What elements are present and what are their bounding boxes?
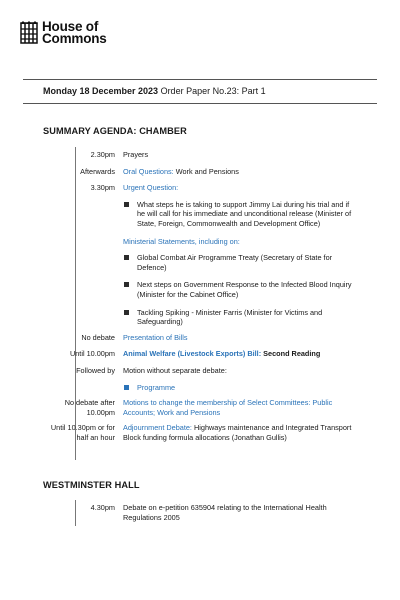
oral-questions-link[interactable]: Oral Questions: (123, 166, 174, 176)
agenda-row (43, 278, 353, 299)
row-time: No debate after 10.00pm (64, 398, 115, 417)
bullet-icon (124, 385, 129, 390)
row-time: Followed by (76, 365, 115, 375)
chamber-agenda (43, 150, 353, 442)
agenda-row (43, 198, 353, 229)
agenda-row (43, 251, 353, 272)
agenda-row (43, 150, 353, 160)
presentation-of-bills-link[interactable]: Presentation of Bills (123, 332, 188, 342)
row-time: 4.30pm (90, 503, 115, 512)
row-time: 2.30pm (90, 150, 115, 159)
bullet-icon (124, 310, 129, 315)
select-committees-link[interactable]: Motions to change the membership of Select Committees: Public Accounts; Work and Pensions (123, 398, 333, 417)
agenda-row (43, 167, 353, 177)
order-paper-number: Order Paper No.23: Part 1 (158, 86, 266, 96)
urgent-question-link[interactable]: Urgent Question: (123, 183, 179, 193)
agenda-row (43, 237, 353, 247)
agenda-row (43, 183, 353, 193)
row-text: Debate on e-petition 635904 relating to the International Health Regulations 2005 (123, 503, 327, 522)
chamber-section-title: SUMMARY AGENDA: CHAMBER (43, 126, 187, 136)
bullet-icon (124, 202, 129, 207)
header-bottom-rule (23, 103, 377, 104)
row-time: Until 10.30pm or for half an hour (50, 423, 115, 442)
programme-link[interactable]: Programme (137, 382, 176, 392)
ministerial-statements-link[interactable]: Ministerial Statements, including on: (123, 236, 240, 246)
logo-text (42, 21, 107, 45)
row-text: Highways maintenance and Integrated Transport Block funding formula allocations (Jonathan Gullis) (123, 423, 352, 442)
agenda-row (43, 333, 353, 343)
bullet-icon (124, 282, 129, 287)
row-text: Motion without separate debate: (123, 365, 227, 375)
agenda-row (43, 366, 353, 376)
animal-welfare-bill-link[interactable]: Animal Welfare (Livestock Exports) Bill: (123, 349, 262, 359)
agenda-row (43, 349, 353, 359)
agenda-row (43, 306, 353, 327)
row-text: Second Reading (261, 349, 321, 359)
order-paper-heading (43, 86, 266, 96)
bullet-text: Next steps on Government Response to the Infected Blood Inquiry (Minister for the Cabinet Office) (137, 280, 352, 299)
portcullis-icon (20, 21, 38, 45)
row-time: Afterwards (80, 166, 115, 176)
adjournment-debate-link[interactable]: Adjournment Debate: (123, 423, 192, 433)
agenda-row (43, 381, 353, 393)
bullet-text: Tackling Spiking - Minister Farris (Minister for Victims and Safeguarding) (137, 307, 323, 327)
house-of-commons-logo (20, 21, 107, 45)
agenda-row (43, 398, 353, 417)
header-top-rule (23, 79, 377, 80)
agenda-row (43, 503, 353, 522)
westminster-agenda (43, 503, 353, 522)
bullet-text: Global Combat Air Programme Treaty (Secretary of State for Defence) (137, 253, 333, 272)
row-time: Until 10.00pm (69, 349, 115, 359)
logo-line1: House of (42, 19, 99, 34)
bullet-text: What steps he is taking to support Jimmy Lai during his trial and if he will call for his immediate and unconditional release (Minister of State, Foreign, Commonwealth and Development Office) (137, 199, 352, 228)
row-text: Prayers (123, 150, 149, 159)
westminster-hall-title: WESTMINSTER HALL (43, 480, 140, 490)
logo-line2: Commons (42, 31, 107, 46)
bullet-icon (124, 255, 129, 260)
row-time: 3.30pm (90, 183, 115, 193)
row-time: No debate (81, 332, 115, 342)
agenda-row (43, 423, 353, 442)
row-text: Work and Pensions (173, 166, 239, 176)
order-paper-date: Monday 18 December 2023 (43, 86, 159, 96)
